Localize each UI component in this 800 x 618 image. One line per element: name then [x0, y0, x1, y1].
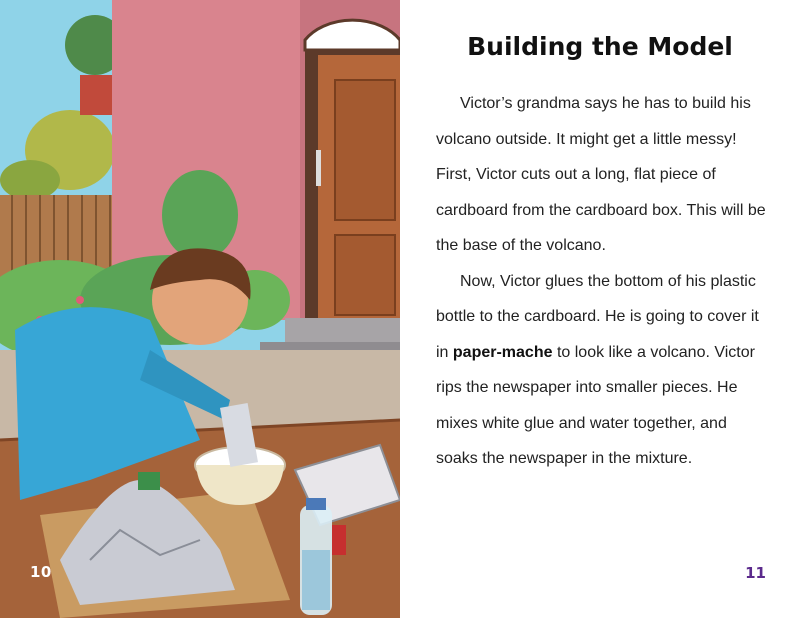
paragraph-2-end: to look like a volcano. Victor rips the newspaper into smaller pieces. He mixes white glue and water together, and soaks the newspaper in the mixture. — [436, 343, 755, 467]
paragraph-2 — [436, 264, 766, 477]
page-number-left: 10 — [30, 563, 52, 581]
vocabulary-word: paper-mache — [452, 343, 553, 361]
page-title: Building the Model — [467, 32, 733, 61]
page-number-right: 11 — [745, 564, 766, 582]
paragraph-2-start: Now, Victor glues the bottom of his plastic bottle to the cardboard. He is going to cover it in — [436, 272, 759, 361]
text-page — [400, 0, 800, 618]
body-text — [436, 86, 766, 477]
paragraph-1: Victor’s grandma says he has to build his volcano outside. It might get a little messy! First, Victor cuts out a long, flat piece of cardboard from the cardboard box. This will be the base of the volcano. — [436, 95, 766, 254]
